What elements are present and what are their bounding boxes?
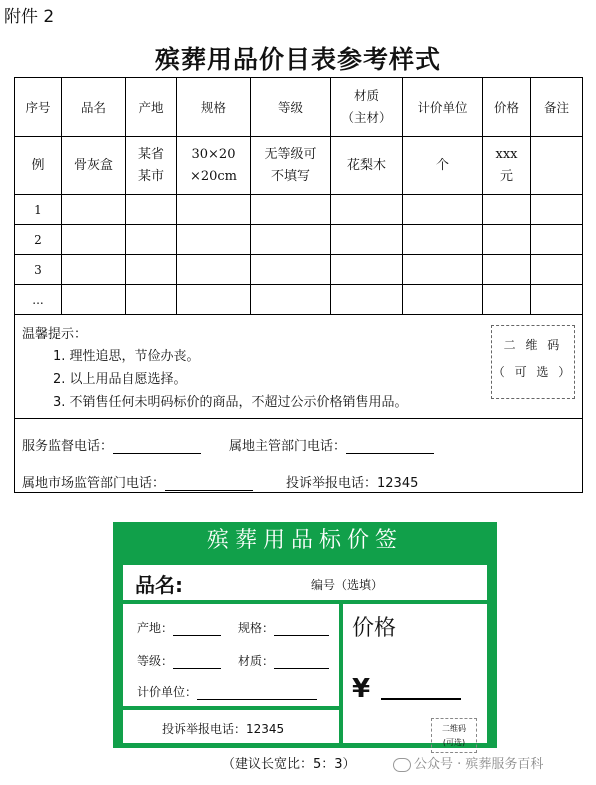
tips-row	[15, 315, 583, 419]
price-heading: 价格	[352, 616, 397, 641]
service-phone	[22, 435, 201, 454]
qr-code-placeholder	[491, 325, 575, 399]
attachment-label: 附件 2	[4, 7, 55, 27]
origin-label: 产地：	[137, 621, 174, 635]
label-qr-code-placeholder	[431, 718, 477, 753]
price-label-card	[113, 522, 497, 748]
phones-row	[15, 419, 583, 493]
unit-blank	[197, 688, 317, 700]
table-row-example	[15, 137, 583, 195]
origin-blank	[173, 624, 221, 636]
header-grade: 等级	[251, 78, 331, 137]
qr-label-line1: 二 维 码	[503, 338, 563, 352]
watermark	[393, 753, 543, 772]
table-row	[15, 195, 583, 225]
example-spec	[177, 137, 251, 195]
product-name-row	[123, 565, 487, 600]
price-list-table	[14, 77, 583, 493]
example-spec-1: 30×20	[191, 146, 236, 162]
grade-field	[137, 652, 221, 669]
example-unit: 个	[403, 137, 483, 195]
page-title: 殡葬用品价目表参考样式	[154, 45, 441, 74]
qr-label-line2: （ 可 选 ）	[492, 365, 574, 379]
complaint-box	[123, 710, 339, 743]
label-qr-line2: (可选)	[442, 738, 466, 747]
example-price-1: xxx	[495, 146, 518, 162]
header-price: 价格	[483, 78, 531, 137]
tip-item: 2. 以上用品自愿选择。	[53, 372, 187, 387]
example-material: 花梨木	[331, 137, 403, 195]
header-material	[331, 78, 403, 137]
example-grade	[251, 137, 331, 195]
serial-number-label: 编号（选填）	[311, 578, 384, 592]
table-row	[15, 225, 583, 255]
example-index: 例	[15, 137, 62, 195]
authority-phone-label: 属地主管部门电话：	[229, 439, 347, 454]
price-box	[343, 604, 487, 747]
example-spec-2: ×20cm	[189, 168, 238, 184]
tips-title: 温馨提示：	[22, 327, 88, 342]
material-blank	[274, 657, 329, 669]
example-grade-1: 无等级可	[264, 146, 317, 162]
table-header-row	[15, 78, 583, 137]
yen-icon: ¥	[352, 674, 371, 704]
ratio-note: （建议长宽比：5：3）	[222, 757, 356, 772]
row-index: 3	[15, 255, 62, 285]
grade-blank	[173, 657, 221, 669]
complaint-phone: 投诉举报电话：12345	[286, 476, 419, 491]
row-index: 2	[15, 225, 62, 255]
spec-label: 规格：	[238, 621, 275, 635]
example-grade-2: 不填写	[270, 168, 310, 184]
origin-field	[137, 619, 221, 636]
unit-label: 计价单位：	[137, 685, 198, 699]
example-origin-1: 某省	[137, 146, 164, 162]
table-row	[15, 255, 583, 285]
service-phone-blank	[113, 441, 201, 454]
header-name: 品名	[62, 78, 126, 137]
unit-field	[137, 683, 317, 700]
spec-field	[238, 619, 329, 636]
row-index: 1	[15, 195, 62, 225]
tip-item: 3. 不销售任何未明码标价的商品，不超过公示价格销售用品。	[53, 395, 408, 410]
market-phone-blank	[165, 478, 253, 491]
authority-phone	[229, 435, 434, 454]
header-origin: 产地	[126, 78, 177, 137]
tip-item: 1. 理性追思，节俭办丧。	[53, 349, 200, 364]
material-field	[238, 652, 329, 669]
market-phone-label: 属地市场监管部门电话：	[22, 476, 166, 491]
price-label-title: 殡葬用品标价签	[206, 528, 403, 553]
phones-cell	[15, 419, 583, 493]
example-name: 骨灰盒	[62, 137, 126, 195]
example-price	[483, 137, 531, 195]
header-unit: 计价单位	[403, 78, 483, 137]
label-complaint-phone: 投诉举报电话：12345	[162, 722, 285, 736]
header-remark: 备注	[531, 78, 583, 137]
header-spec: 规格	[177, 78, 251, 137]
price-blank	[381, 698, 461, 700]
label-qr-line1: 二维码	[442, 724, 466, 733]
service-phone-label: 服务监督电话：	[22, 439, 114, 454]
watermark-text: 公众号 · 殡葬服务百科	[414, 757, 544, 772]
example-origin	[126, 137, 177, 195]
wechat-icon	[393, 758, 411, 772]
row-index: ...	[15, 285, 62, 315]
product-name-label: 品名:	[135, 573, 183, 597]
spec-blank	[274, 624, 329, 636]
authority-phone-blank	[346, 441, 434, 454]
header-material-line2: （主材）	[341, 110, 392, 125]
product-details-box	[123, 604, 339, 706]
market-phone	[22, 472, 253, 491]
tips-cell	[15, 315, 583, 419]
material-label: 材质：	[238, 654, 275, 668]
example-price-2: 元	[499, 168, 513, 184]
example-origin-2: 某市	[137, 168, 164, 184]
grade-label: 等级：	[137, 654, 174, 668]
header-index: 序号	[15, 78, 62, 137]
table-row	[15, 285, 583, 315]
header-material-line1: 材质	[353, 88, 379, 103]
example-remark	[531, 137, 583, 195]
